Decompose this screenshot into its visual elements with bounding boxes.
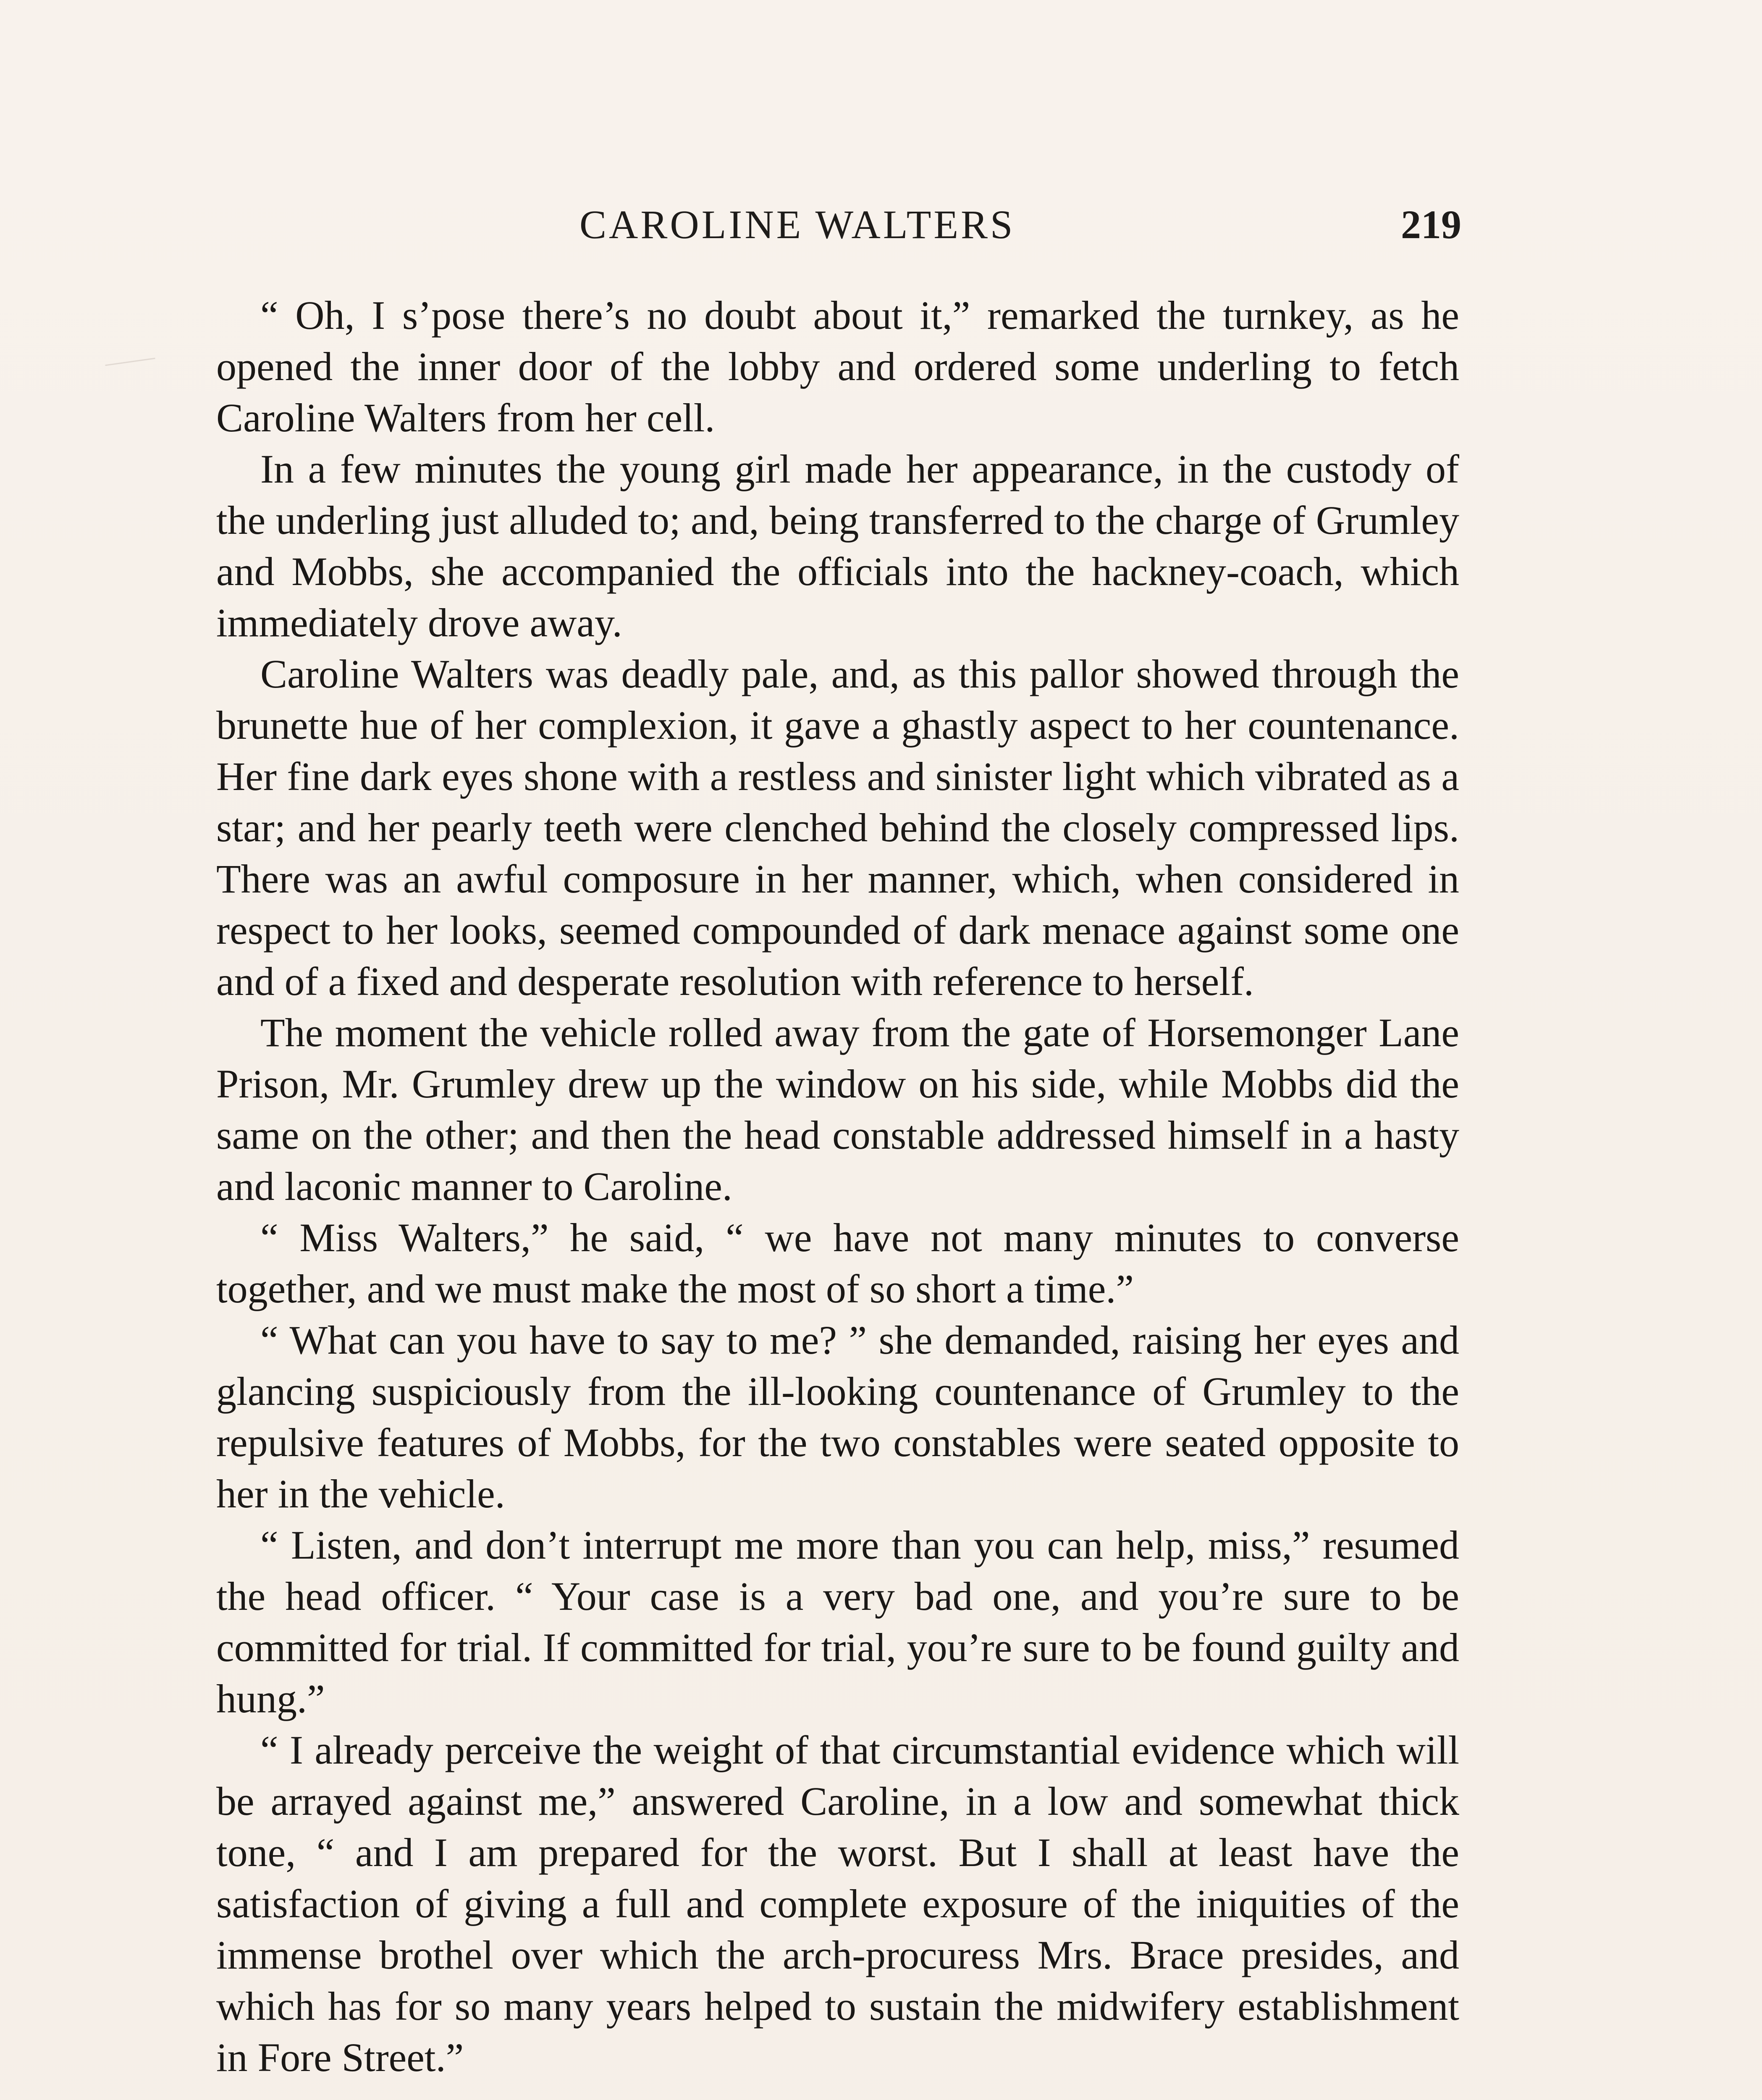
paragraph: Caroline Walters was deadly pale, and, as this pallor showed through the brunette hue of her complexion, it gave a ghastly aspect to her countenance. Her fine dark eyes shone with a restless and sinister light which vibrated as a star; and her pearly teeth were clenched behind the closely compressed lips. There was an awful composure in her manner, which, when considered in respect to her looks, seemed compounded of dark menace against some one and of a fixed and desperate resolution with reference to herself. (216, 651, 1459, 1004)
running-head (218, 197, 1461, 252)
margin-mark (105, 358, 155, 366)
paragraph: “ I already perceive the weight of that circumstantial evidence which will be arrayed against me,” answered Caroline, in a low and somewhat thick tone, “ and I am prepared for the worst. But I shall at least have the satisfaction of giving a full and complete exposure of the iniquities of the immense brothel over which the arch-procuress Mrs. Brace presides, and which has for so many years helped to sustain the midwifery establishment in Fore Street.” (216, 1727, 1459, 2080)
running-title: CAROLINE WALTERS (579, 202, 1015, 247)
body-text (216, 290, 1459, 2083)
paragraph: “ Miss Walters,” he said, “ we have not many minutes to converse together, and we must make the most of so short a time.” (216, 1215, 1459, 1311)
paragraph: The moment the vehicle rolled away from the gate of Horsemonger Lane Prison, Mr. Grumley drew up the window on his side, while Mobbs did the same on the other; and then the head constable addressed himself in a hasty and laconic manner to Caroline. (216, 1010, 1459, 1209)
paragraph: In a few minutes the young girl made her appearance, in the custody of the underling just alluded to; and, being transferred to the charge of Grumley and Mobbs, she accompanied the officials into the hackney-coach, which immediately drove away. (216, 446, 1459, 645)
paragraph: “ Oh, I s’pose there’s no doubt about it,” remarked the turnkey, as he opened the inner door of the lobby and ordered some underling to fetch Caroline Walters from her cell. (216, 293, 1459, 440)
paragraph: “ Listen, and don’t interrupt me more than you can help, miss,” resumed the head officer. “ Your case is a very bad one, and you’re sure to be committed for trial. If committed for trial, you’re sure to be found guilty and hung.” (216, 1522, 1459, 1721)
page-number: 219 (1401, 202, 1461, 247)
paragraph: “ What can you have to say to me? ” she demanded, raising her eyes and glancing suspiciously from the ill-looking countenance of Grumley to the repulsive features of Mobbs, for the two constables were seated opposite to her in the vehicle. (216, 1318, 1459, 1516)
